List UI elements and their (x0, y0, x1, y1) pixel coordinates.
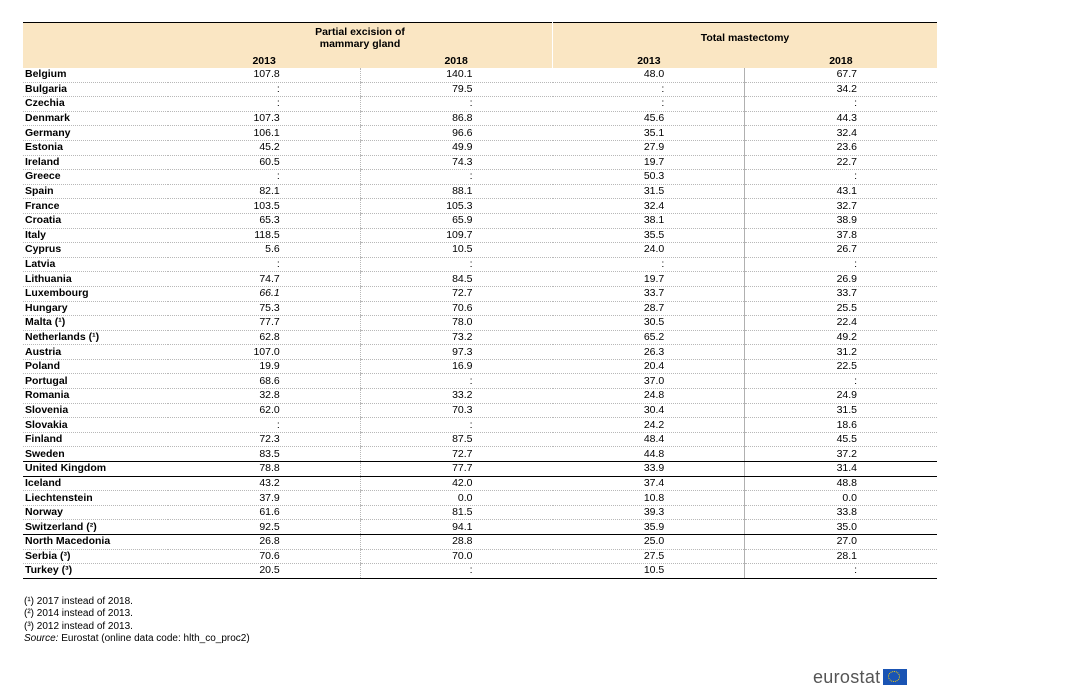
value-cell: 140.1 (360, 68, 552, 82)
value-cell: : (360, 97, 552, 112)
table-row (23, 272, 937, 287)
footnotes (24, 596, 250, 645)
value-cell: : (168, 170, 360, 185)
value-cell: : (168, 97, 360, 112)
value-cell: 73.2 (360, 330, 552, 345)
source-label: Source: (24, 632, 59, 644)
country-name: Greece (23, 170, 168, 185)
value-cell: 31.2 (745, 345, 937, 360)
value-cell: 39.3 (553, 505, 745, 520)
value-cell: 107.0 (168, 345, 360, 360)
value-cell: 106.1 (168, 126, 360, 141)
eurostat-logo (813, 667, 907, 687)
value-cell: 33.2 (360, 389, 552, 404)
group-header-partial-excision-label: Partial excision of mammary gland (315, 26, 405, 50)
value-cell: 24.2 (553, 418, 745, 433)
value-cell: 10.8 (553, 491, 745, 506)
country-name: Germany (23, 126, 168, 141)
country-name: Luxembourg (23, 286, 168, 301)
eurostat-logo-text: eurostat (813, 666, 881, 687)
value-cell: 24.8 (553, 389, 745, 404)
country-name: Bulgaria (23, 82, 168, 97)
value-cell: 22.5 (745, 359, 937, 374)
table-row (23, 549, 937, 564)
value-cell: 48.0 (553, 68, 745, 82)
value-cell: : (553, 97, 745, 112)
value-cell: : (360, 257, 552, 272)
value-cell: 19.9 (168, 359, 360, 374)
value-cell: 28.1 (745, 549, 937, 564)
country-name: Slovakia (23, 418, 168, 433)
value-cell: 33.7 (553, 286, 745, 301)
year-header: 2013 (553, 53, 745, 68)
group-header-total-mastectomy-label: Total mastectomy (700, 32, 790, 44)
value-cell: 45.6 (553, 111, 745, 126)
table-row (23, 228, 937, 243)
country-name: Netherlands (¹) (23, 330, 168, 345)
table-row (23, 170, 937, 185)
table-row (23, 301, 937, 316)
value-cell: 31.4 (745, 462, 937, 477)
table-row (23, 359, 937, 374)
table-row (23, 155, 937, 170)
value-cell: 107.3 (168, 111, 360, 126)
value-cell: 49.9 (360, 140, 552, 155)
value-cell: 35.9 (553, 520, 745, 535)
value-cell: 50.3 (553, 170, 745, 185)
table-row (23, 140, 937, 155)
value-cell: 23.6 (745, 140, 937, 155)
value-cell: 0.0 (360, 491, 552, 506)
value-cell: 33.8 (745, 505, 937, 520)
value-cell: 96.6 (360, 126, 552, 141)
value-cell: 28.7 (553, 301, 745, 316)
data-table-container (23, 22, 937, 579)
value-cell: 44.3 (745, 111, 937, 126)
country-name: Turkey (³) (23, 564, 168, 579)
table-row (23, 111, 937, 126)
value-cell: : (360, 564, 552, 579)
table-row (23, 199, 937, 214)
country-name: France (23, 199, 168, 214)
value-cell: 103.5 (168, 199, 360, 214)
value-cell: 19.7 (553, 272, 745, 287)
value-cell: 22.7 (745, 155, 937, 170)
value-cell: 70.3 (360, 403, 552, 418)
table-row (23, 286, 937, 301)
value-cell: : (745, 170, 937, 185)
value-cell: 42.0 (360, 476, 552, 491)
value-cell: 26.8 (168, 535, 360, 550)
value-cell: 79.5 (360, 82, 552, 97)
table-row (23, 374, 937, 389)
table-row (23, 505, 937, 520)
source-text: Eurostat (online data code: hlth_co_proc2) (58, 632, 250, 644)
country-name: Iceland (23, 476, 168, 491)
value-cell: 33.9 (553, 462, 745, 477)
table-row (23, 491, 937, 506)
country-name: Switzerland (²) (23, 520, 168, 535)
value-cell: 109.7 (360, 228, 552, 243)
value-cell: 97.3 (360, 345, 552, 360)
header-corner (23, 23, 168, 54)
country-name: Sweden (23, 447, 168, 462)
value-cell: : (553, 82, 745, 97)
value-cell: : (745, 97, 937, 112)
table-body (23, 68, 937, 578)
country-name: Cyprus (23, 243, 168, 258)
value-cell: 32.4 (745, 126, 937, 141)
value-cell: 94.1 (360, 520, 552, 535)
footnote: (³) 2012 instead of 2013. (24, 620, 133, 632)
value-cell: 49.2 (745, 330, 937, 345)
value-cell: 74.3 (360, 155, 552, 170)
year-header-row (23, 53, 937, 68)
value-cell: 37.8 (745, 228, 937, 243)
value-cell: 82.1 (168, 184, 360, 199)
country-name: Slovenia (23, 403, 168, 418)
table-row (23, 564, 937, 579)
value-cell: 37.9 (168, 491, 360, 506)
value-cell: 31.5 (745, 403, 937, 418)
value-cell: 61.6 (168, 505, 360, 520)
country-name: Lithuania (23, 272, 168, 287)
table-row (23, 330, 937, 345)
value-cell: 70.6 (168, 549, 360, 564)
country-name: United Kingdom (23, 462, 168, 477)
country-name: Croatia (23, 213, 168, 228)
value-cell: 35.1 (553, 126, 745, 141)
table-row (23, 476, 937, 491)
value-cell: 43.1 (745, 184, 937, 199)
eu-flag-icon (883, 669, 907, 685)
value-cell: : (745, 257, 937, 272)
country-name: Austria (23, 345, 168, 360)
country-name: Finland (23, 432, 168, 447)
value-cell: 5.6 (168, 243, 360, 258)
value-cell: : (168, 418, 360, 433)
value-cell: 88.1 (360, 184, 552, 199)
value-cell: 27.0 (745, 535, 937, 550)
value-cell: 20.5 (168, 564, 360, 579)
value-cell: 86.8 (360, 111, 552, 126)
value-cell: 48.4 (553, 432, 745, 447)
value-cell: 48.8 (745, 476, 937, 491)
value-cell: 25.5 (745, 301, 937, 316)
value-cell: 70.6 (360, 301, 552, 316)
country-name: Spain (23, 184, 168, 199)
value-cell: 81.5 (360, 505, 552, 520)
value-cell: 37.2 (745, 447, 937, 462)
country-name: Belgium (23, 68, 168, 82)
footnote: (¹) 2017 instead of 2018. (24, 596, 133, 607)
table-row (23, 213, 937, 228)
group-header-total-mastectomy (553, 23, 938, 54)
value-cell: 32.8 (168, 389, 360, 404)
country-name: Italy (23, 228, 168, 243)
value-cell: 65.2 (553, 330, 745, 345)
value-cell: 28.8 (360, 535, 552, 550)
value-cell: 75.3 (168, 301, 360, 316)
value-cell: 35.0 (745, 520, 937, 535)
country-name: Malta (¹) (23, 316, 168, 331)
value-cell: 44.8 (553, 447, 745, 462)
value-cell: 107.8 (168, 68, 360, 82)
table-row (23, 418, 937, 433)
footnote: (²) 2014 instead of 2013. (24, 608, 133, 620)
value-cell: 118.5 (168, 228, 360, 243)
table-row (23, 535, 937, 550)
value-cell: : (360, 418, 552, 433)
value-cell: 67.7 (745, 68, 937, 82)
value-cell: : (553, 257, 745, 272)
value-cell: 24.9 (745, 389, 937, 404)
value-cell: 24.0 (553, 243, 745, 258)
table-row (23, 403, 937, 418)
value-cell: 38.1 (553, 213, 745, 228)
value-cell: 22.4 (745, 316, 937, 331)
value-cell: 77.7 (168, 316, 360, 331)
table-row (23, 520, 937, 535)
value-cell: 27.9 (553, 140, 745, 155)
value-cell: 62.0 (168, 403, 360, 418)
value-cell: : (360, 170, 552, 185)
value-cell: 26.7 (745, 243, 937, 258)
value-cell: 72.7 (360, 447, 552, 462)
country-name: Serbia (³) (23, 549, 168, 564)
value-cell: 78.8 (168, 462, 360, 477)
country-name: Estonia (23, 140, 168, 155)
value-cell: 10.5 (360, 243, 552, 258)
value-cell: 33.7 (745, 286, 937, 301)
value-cell: 0.0 (745, 491, 937, 506)
country-name: Czechia (23, 97, 168, 112)
header-corner-lower (23, 53, 168, 68)
table-row (23, 462, 937, 477)
table-row (23, 257, 937, 272)
year-header: 2018 (360, 53, 552, 68)
value-cell: 37.0 (553, 374, 745, 389)
value-cell: : (745, 564, 937, 579)
value-cell: 18.6 (745, 418, 937, 433)
value-cell: 84.5 (360, 272, 552, 287)
value-cell: 105.3 (360, 199, 552, 214)
table-row (23, 447, 937, 462)
value-cell: 32.7 (745, 199, 937, 214)
country-name: Portugal (23, 374, 168, 389)
value-cell: 31.5 (553, 184, 745, 199)
value-cell: 87.5 (360, 432, 552, 447)
value-cell: 92.5 (168, 520, 360, 535)
country-name: Ireland (23, 155, 168, 170)
value-cell: 83.5 (168, 447, 360, 462)
table-row (23, 316, 937, 331)
table-row (23, 97, 937, 112)
value-cell: 20.4 (553, 359, 745, 374)
country-name: Romania (23, 389, 168, 404)
table-row (23, 184, 937, 199)
value-cell: 66.1 (168, 286, 360, 301)
value-cell: 45.5 (745, 432, 937, 447)
source-line (24, 633, 250, 645)
value-cell: 72.3 (168, 432, 360, 447)
value-cell: : (168, 82, 360, 97)
value-cell: 16.9 (360, 359, 552, 374)
country-name: Latvia (23, 257, 168, 272)
table-row (23, 126, 937, 141)
group-header-partial-excision (168, 23, 553, 54)
country-name: North Macedonia (23, 535, 168, 550)
table-row (23, 243, 937, 258)
value-cell: 30.4 (553, 403, 745, 418)
country-name: Hungary (23, 301, 168, 316)
value-cell: 19.7 (553, 155, 745, 170)
value-cell: 38.9 (745, 213, 937, 228)
data-table (23, 22, 937, 579)
value-cell: 72.7 (360, 286, 552, 301)
value-cell: 26.3 (553, 345, 745, 360)
country-name: Norway (23, 505, 168, 520)
value-cell: 74.7 (168, 272, 360, 287)
group-header-row (23, 23, 937, 54)
value-cell: 32.4 (553, 199, 745, 214)
value-cell: 65.3 (168, 213, 360, 228)
table-row (23, 68, 937, 82)
value-cell: 65.9 (360, 213, 552, 228)
country-name: Denmark (23, 111, 168, 126)
value-cell: 35.5 (553, 228, 745, 243)
value-cell: 26.9 (745, 272, 937, 287)
year-header: 2018 (745, 53, 937, 68)
value-cell: 25.0 (553, 535, 745, 550)
value-cell: : (360, 374, 552, 389)
value-cell: 78.0 (360, 316, 552, 331)
value-cell: 60.5 (168, 155, 360, 170)
value-cell: 37.4 (553, 476, 745, 491)
value-cell: 10.5 (553, 564, 745, 579)
table-row (23, 82, 937, 97)
table-row (23, 432, 937, 447)
table-row (23, 345, 937, 360)
value-cell: 77.7 (360, 462, 552, 477)
value-cell: 34.2 (745, 82, 937, 97)
value-cell: 27.5 (553, 549, 745, 564)
year-header: 2013 (168, 53, 360, 68)
table-row (23, 389, 937, 404)
value-cell: 68.6 (168, 374, 360, 389)
value-cell: 43.2 (168, 476, 360, 491)
value-cell: : (745, 374, 937, 389)
value-cell: 30.5 (553, 316, 745, 331)
value-cell: 70.0 (360, 549, 552, 564)
country-name: Liechtenstein (23, 491, 168, 506)
country-name: Poland (23, 359, 168, 374)
value-cell: : (168, 257, 360, 272)
value-cell: 62.8 (168, 330, 360, 345)
value-cell: 45.2 (168, 140, 360, 155)
